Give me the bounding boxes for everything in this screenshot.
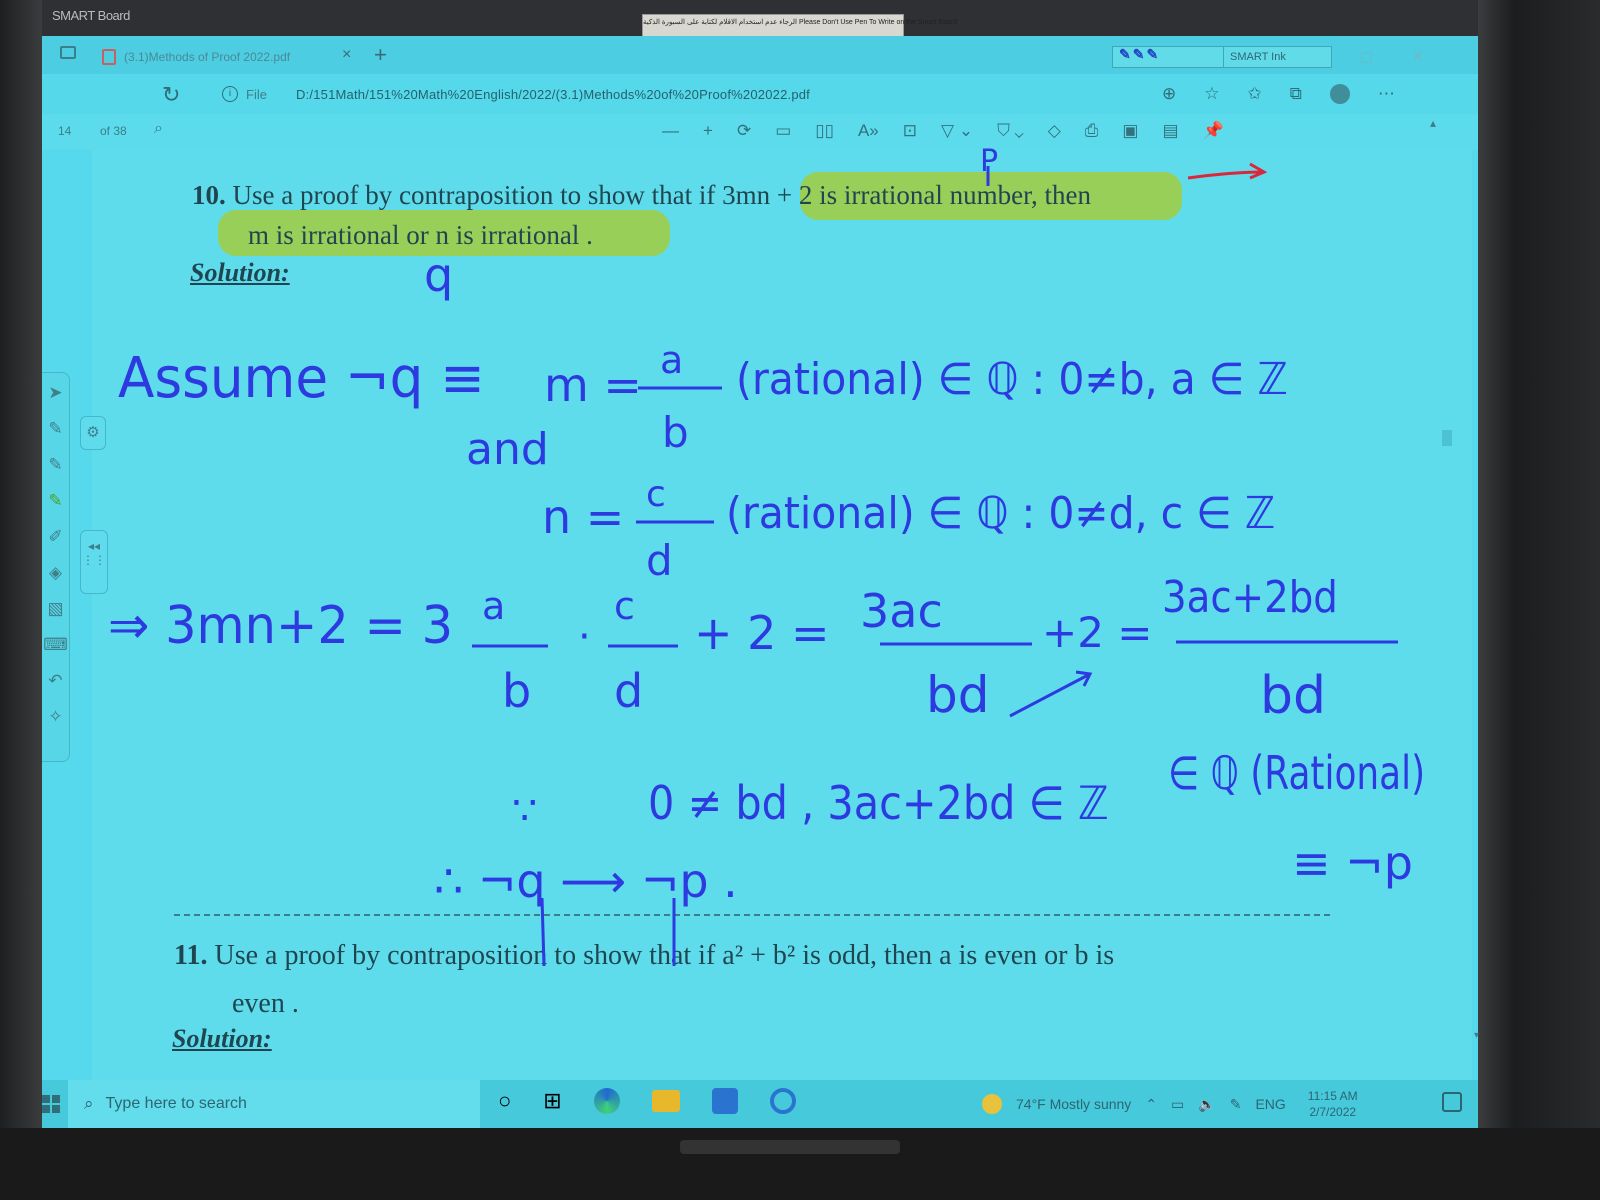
solution-label: Solution: (190, 258, 290, 287)
task-view-icon[interactable]: ⊞ (543, 1088, 562, 1113)
q10-number: 10. (192, 180, 226, 210)
pdf-tool-icons (662, 121, 1224, 141)
pen-tool-icon[interactable]: ✎ (48, 419, 63, 438)
hw-m-lhs: m = (544, 358, 642, 412)
windows-logo-icon-2 (52, 1095, 60, 1103)
scroll-down-icon[interactable]: ▾ (1474, 1030, 1480, 1041)
pdf-page (92, 150, 1472, 1080)
windows-logo-icon-3 (42, 1105, 50, 1113)
draw-icon[interactable]: ▽ ⌄ (941, 121, 974, 140)
address-bar (42, 76, 1478, 114)
zoom-icon[interactable]: ⊕ (1162, 84, 1177, 103)
new-tab-button[interactable]: + (374, 42, 387, 67)
q10-text-c: then (1037, 180, 1092, 210)
taskbar-apps (498, 1088, 796, 1114)
taskbar-search[interactable] (68, 1080, 480, 1128)
scroll-up-icon[interactable]: ▴ (1430, 116, 1437, 130)
question-10-line-2: m is irrational or n is irrational . (248, 220, 593, 250)
q10-text-a: Use a proof by contraposition to show that if (232, 180, 723, 210)
notification-icon[interactable] (1442, 1092, 1462, 1112)
hw-3ac-2bd: 3ac+2bd (1162, 572, 1338, 623)
hw-b-denominator: b (662, 408, 689, 457)
pdf-toolbar (42, 114, 1478, 150)
hw-n-rest: (rational) ∈ ℚ : 0≠d, c ∈ ℤ (726, 488, 1276, 539)
smart-board-left-frame (0, 0, 42, 1200)
reload-icon[interactable]: ↻ (162, 82, 181, 107)
hw-a2: a (482, 584, 506, 628)
url-text[interactable]: D:/151Math/151%20Math%20English/2022/(3.1)Methods%20of%20Proof%202022.pdf (296, 87, 810, 102)
clear-icon[interactable]: ✧ (48, 707, 63, 726)
hw-plus-2: + 2 = (694, 606, 830, 660)
page-number-input[interactable]: 14 (58, 124, 72, 138)
hw-bd-final: bd (1260, 666, 1327, 726)
read-aloud-icon[interactable]: A» (857, 121, 879, 140)
smart-board-top-frame (0, 0, 1600, 40)
eraser-icon[interactable]: ◇ (1047, 121, 1061, 140)
tray-chevron-icon[interactable]: ⌃ (1145, 1095, 1158, 1112)
pen-tool-2-icon[interactable]: ✎ (48, 455, 63, 474)
close-window-icon[interactable]: ✕ (1412, 48, 1424, 64)
question-11-line-2: even . (232, 988, 299, 1019)
edge-icon[interactable] (594, 1088, 620, 1114)
browser-tab-bar (42, 36, 1478, 74)
window-menu-icon[interactable] (60, 46, 76, 59)
windows-taskbar (42, 1080, 1478, 1128)
hw-d-denominator: d (646, 536, 673, 585)
capture-icon[interactable]: ▧ (47, 599, 64, 618)
smart-board-bottom-frame (0, 1128, 1600, 1200)
volume-icon[interactable]: 🔈 (1198, 1095, 1216, 1112)
save-as-icon[interactable]: ▤ (1162, 121, 1179, 140)
page-view-icon[interactable]: ▯▯ (815, 121, 834, 140)
favorite-add-icon[interactable]: ☆ (1204, 84, 1220, 103)
clock-time: 11:15 AM (1307, 1089, 1358, 1103)
pin-icon[interactable]: 📌 (1202, 121, 1224, 140)
weather-text[interactable]: 74°F Mostly sunny (1016, 1096, 1132, 1112)
pdf-icon (102, 49, 116, 65)
tab-close-button[interactable]: × (342, 46, 352, 63)
tab-title: (3.1)Methods of Proof 2022.pdf (124, 50, 291, 64)
save-icon[interactable]: ▣ (1122, 121, 1139, 140)
hw-because: ∵ (512, 788, 538, 834)
windows-logo-icon (42, 1095, 50, 1103)
hw-m-rest: (rational) ∈ ℚ : 0≠b, a ∈ ℤ (736, 354, 1288, 405)
file-label: File (246, 87, 267, 102)
hw-assume: Assume ¬q ≡ (118, 346, 485, 411)
hw-condition: 0 ≠ bd , 3ac+2bd ∈ ℤ (648, 776, 1109, 830)
restore-icon[interactable]: ▢ (1360, 48, 1374, 64)
smart-board-logo: SMART Board (52, 8, 130, 23)
board-warning-sticker: الرجاء عدم استخدام الاقلام لكتابة على السبورة الذكية Please Don't Use Pen To Write on the Smart Board (642, 14, 904, 44)
smart-side-toolbar (42, 372, 70, 762)
marker-icon[interactable]: ✐ (48, 527, 63, 546)
hw-and: and (466, 424, 549, 475)
smart-ink-pens-icon[interactable]: ✎✎✎ (1119, 46, 1161, 62)
collections-icon[interactable]: ⧉ (1289, 84, 1302, 103)
info-icon[interactable]: i (222, 86, 238, 102)
divider (174, 914, 1330, 916)
zoom-out-icon[interactable]: — (662, 121, 679, 140)
projected-screen (42, 36, 1478, 1128)
scrollbar-thumb[interactable] (1442, 430, 1452, 446)
hw-q-label: q (424, 248, 454, 302)
windows-logo-icon-4 (52, 1105, 60, 1113)
solution-label-2: Solution: (172, 1024, 272, 1053)
smart-board-right-frame (1478, 0, 1600, 1200)
zoom-in-icon[interactable]: + (703, 121, 713, 140)
hw-a-numerator: a (660, 338, 684, 382)
weather-sun-icon[interactable] (982, 1094, 1002, 1114)
network-icon[interactable]: ▭ (1171, 1095, 1185, 1112)
select-tool-icon[interactable]: ➤ (48, 383, 63, 402)
more-menu-icon[interactable]: ⋯ (1377, 84, 1395, 103)
hw-n-lhs: n = (542, 490, 625, 544)
collapse-toolbar-tab[interactable]: ◂◂ ⋮⋮ (80, 530, 108, 594)
hw-d2: d (614, 664, 644, 718)
file-explorer-icon[interactable] (652, 1090, 680, 1112)
q10-text-b: 3mn + 2 is irrational number, (722, 180, 1038, 210)
search-icon[interactable]: ⌕ (154, 120, 163, 137)
highlight-icon[interactable]: ⛉ ⌄ (997, 121, 1024, 140)
q11-number: 11. (174, 940, 208, 971)
hw-in-rational: ∈ ℚ (Rational) (1168, 746, 1426, 800)
q11-text: Use a proof by contraposition to show that if a² + b² is odd, then a is even or b is (214, 940, 1115, 971)
hw-c-numerator: c (646, 474, 666, 515)
page-total: of 38 (100, 124, 127, 138)
text-box-icon[interactable]: ⊡ (902, 121, 918, 140)
hw-therefore: ∴ ¬q ⟶ ¬p . (434, 854, 738, 908)
tab-pdf[interactable] (102, 44, 362, 70)
highlighter-icon[interactable]: ✎ (48, 491, 63, 510)
keyboard-icon[interactable]: ⌨ (43, 635, 68, 654)
fit-page-icon[interactable]: ▭ (775, 121, 792, 140)
question-11-line-1 (174, 940, 1114, 972)
sync-app-icon[interactable] (770, 1088, 796, 1114)
hw-equiv-not-p: ≡ ¬p (1292, 836, 1413, 890)
hw-c2: c (614, 584, 635, 628)
undo-icon[interactable]: ↶ (48, 671, 63, 690)
language-indicator[interactable]: ENG (1255, 1096, 1286, 1112)
favorites-icon[interactable]: ✩ (1247, 84, 1262, 103)
clock-date: 2/7/2022 (1309, 1105, 1357, 1119)
hw-3ac: 3ac (860, 584, 943, 638)
search-placeholder: Type here to search (105, 1095, 247, 1112)
hw-p-label: P (980, 144, 999, 179)
smart-ink-label[interactable]: SMART Ink (1223, 46, 1292, 68)
search-glass-icon: ⌕ (84, 1094, 94, 1113)
question-10-line-1 (192, 180, 1091, 211)
smart-ink-toolbar[interactable] (1112, 46, 1332, 68)
cortana-icon[interactable]: ○ (498, 1088, 512, 1113)
address-bar-actions (1162, 84, 1395, 104)
hw-bd: bd (926, 666, 990, 724)
print-icon[interactable]: ⎙ (1084, 121, 1099, 140)
clock[interactable] (1308, 1088, 1358, 1120)
store-icon[interactable] (712, 1088, 738, 1114)
pen-icon[interactable]: ✎ (1229, 1095, 1242, 1112)
eraser-tool-icon[interactable]: ◈ (48, 563, 63, 582)
hw-plus-2b: +2 = (1042, 608, 1153, 657)
hw-b2: b (502, 664, 532, 718)
hw-dot: · (578, 614, 591, 660)
system-tray (982, 1080, 1358, 1128)
rotate-icon[interactable]: ⟳ (736, 121, 752, 140)
hw-implication: ⇒ 3mn+2 = 3 (108, 596, 454, 656)
settings-gear-icon[interactable]: ⚙ (80, 416, 106, 450)
pen-tray (680, 1140, 900, 1154)
start-button[interactable] (42, 1080, 66, 1128)
profile-avatar[interactable] (1330, 84, 1350, 104)
